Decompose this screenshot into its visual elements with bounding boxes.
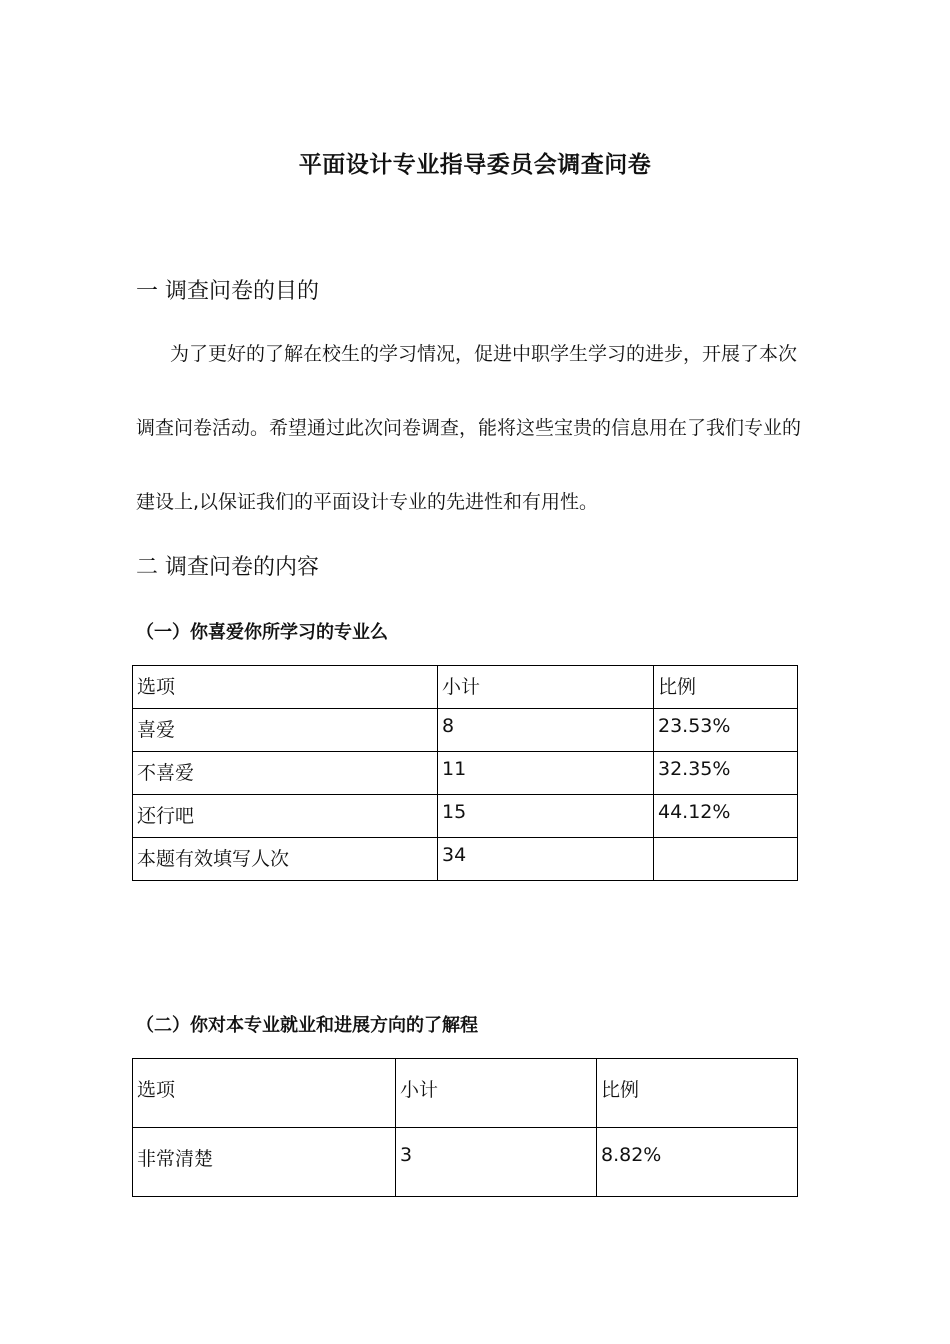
- header-cell-option: 选项: [133, 666, 438, 709]
- header-cell-ratio: 比例: [654, 666, 798, 709]
- section1-paragraph-line-1: 为了更好的了解在校生的学习情况，促进中职学生学习的进步，开展了本次: [170, 343, 798, 365]
- cell-count: 34: [438, 838, 654, 881]
- table-row: [133, 752, 798, 795]
- cell-count: 8: [438, 709, 654, 752]
- cell-option: 不喜爱: [133, 752, 438, 795]
- cell-count: 3: [396, 1128, 597, 1197]
- section2-heading: 二 调查问卷的内容: [136, 555, 319, 580]
- cell-ratio: 23.53%: [654, 709, 798, 752]
- table-row: [133, 709, 798, 752]
- header-cell-count: 小计: [396, 1059, 597, 1128]
- cell-count: 11: [438, 752, 654, 795]
- section1-heading: 一 调查问卷的目的: [136, 279, 319, 304]
- header-cell-option: 选项: [133, 1059, 396, 1128]
- cell-ratio: 44.12%: [654, 795, 798, 838]
- cell-option: 还行吧: [133, 795, 438, 838]
- cell-option: 非常清楚: [133, 1128, 396, 1197]
- question1-heading: （一）你喜爱你所学习的专业么: [136, 622, 388, 643]
- table-row-total: [133, 838, 798, 881]
- cell-ratio: 8.82%: [597, 1128, 798, 1197]
- table-header-row: [133, 1059, 798, 1128]
- cell-option: 喜爱: [133, 709, 438, 752]
- question1-table: [132, 665, 798, 881]
- header-cell-count: 小计: [438, 666, 654, 709]
- question2-table: [132, 1058, 798, 1197]
- table-header-row: [133, 666, 798, 709]
- cell-ratio: 32.35%: [654, 752, 798, 795]
- cell-count: 15: [438, 795, 654, 838]
- cell-ratio: [654, 838, 798, 881]
- section1-paragraph-line-2: 调查问卷活动。希望通过此次问卷调查，能将这些宝贵的信息用在了我们专业的: [136, 417, 802, 439]
- document-title: 平面设计专业指导委员会调查问卷: [298, 152, 652, 178]
- table-row: [133, 795, 798, 838]
- question2-heading: （二）你对本专业就业和进展方向的了解程: [136, 1015, 478, 1036]
- table-row: [133, 1128, 798, 1197]
- cell-option: 本题有效填写人次: [133, 838, 438, 881]
- section1-paragraph-line-3: 建设上,以保证我们的平面设计专业的先进性和有用性。: [136, 491, 599, 513]
- header-cell-ratio: 比例: [597, 1059, 798, 1128]
